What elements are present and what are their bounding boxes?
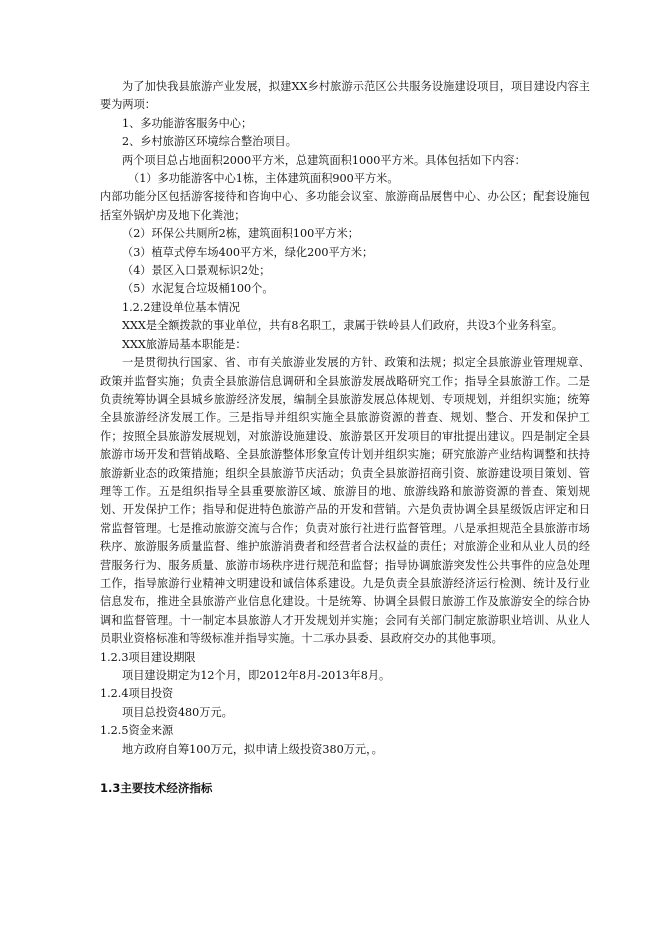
subsection-heading: 1.2.2建设单位基本情况 — [122, 300, 240, 314]
list-item: （3）植草式停车场400平方米，绿化200平方米； — [122, 245, 374, 259]
section-heading: 1.3主要技术经济指标 — [100, 781, 213, 796]
period-paragraph: 项目建设期定为12个月，即2012年8月-2013年8月。 — [122, 669, 391, 682]
unit-info-paragraph: XXX是全额拨款的事业单位，共有8名职工，隶属于铁岭县人们政府，共设3个业务科室。 — [122, 319, 563, 333]
subsection-heading: 1.2.3项目建设期限 — [100, 650, 196, 664]
duties-paragraph: 一是贯彻执行国家、省、市有关旅游业发展的方针、政策和法规；拟定全县旅游业管理规章、政策并监督实施；负责全县旅游信息调研和全县旅游发展战略研究工作；指导全县旅游工作。二是负责统筹协调全县城乡旅游经济发展，编制全县旅游发展总体规划、专项规划，并组织实施；统筹全县旅游经济发展工作。三是指导并组织实施全县旅游资源的普查、规划、整合、开发和保护工作；按照全县旅游发展规划，对旅游设施建设、旅游景区开发项目的审批提出建议。四是制定全县旅游市场开发和营销战略、全县旅游整体形象宣传计划并组织实施；研究旅游产业结构调整和扶持旅游新业态的政策措施；组织全县旅游节庆活动；负责全县旅游招商引资、旅游建设项目策划、管理等工作。五是组织指导全县重要旅游区域、旅游目的地、旅游线路和旅游资源的普查、策划规划、开发保护工作；指导和促进特色旅游产品的开发和营销。六是负责协调全县星级饭店评定和日常监督管理。七是推动旅游交流与合作；负责对旅行社进行监督管理。八是承担规范全县旅游市场秩序、旅游服务质量监督、维护旅游消费者和经营者合法权益的责任；对旅游企业和从业人员的经营服务行为、服务质量、旅游市场秩序进行规范和监督；指导协调旅游突发性公共事件的应急处理工作，指导旅游行业精神文明建设和诚信体系建设。九是负责全县旅游经济运行检测、统计及行业信息发布，推进全县旅游产业信息化建设。十是统筹、协调全县假日旅游工作及旅游安全的综合协调和监督管理。十一制定本县旅游人才开发规划并实施；会同有关部门制定旅游职业培训、从业人员职业资格标准和等级标准并指导实施。十二承办县委、县政府交办的其他事项。 — [100, 356, 590, 646]
intro-paragraph: 为了加快我县旅游产业发展，拟建XX乡村旅游示范区公共服务设施建设项目，项目建设内容主要为两项： — [100, 80, 590, 112]
duties-heading: XXX旅游局基本职能是： — [122, 337, 247, 351]
subsection-heading: 1.2.5资金来源 — [100, 724, 174, 738]
list-item: 1、多功能游客服务中心； — [122, 116, 253, 130]
list-item: 2、乡村旅游区环境综合整治项目。 — [122, 135, 297, 149]
list-item: （4）景区入口景观标识2处； — [122, 264, 271, 278]
investment-paragraph: 项目总投资480万元。 — [122, 705, 233, 719]
document-body — [100, 78, 590, 797]
functional-zones-paragraph: 内部功能分区包括游客接待和咨询中心、多功能会议室、旅游商品展售中心、办公区；配套设施包括室外锅炉房及地下化粪池； — [100, 190, 590, 222]
area-paragraph: 两个项目总占地面积2000平方米，总建筑面积1000平方米。具体包括如下内容： — [122, 153, 526, 167]
list-item: （1）多功能游客中心1栋，主体建筑面积900平方米。 — [128, 172, 399, 186]
funding-paragraph: 地方政府自筹100万元，拟申请上级投资380万元，。 — [122, 742, 383, 756]
list-item: （5）水泥复合垃圾桶100个。 — [122, 282, 274, 296]
subsection-heading: 1.2.4项目投资 — [100, 687, 174, 701]
list-item: （2）环保公共厕所2栋，建筑面积100平方米； — [122, 227, 359, 241]
